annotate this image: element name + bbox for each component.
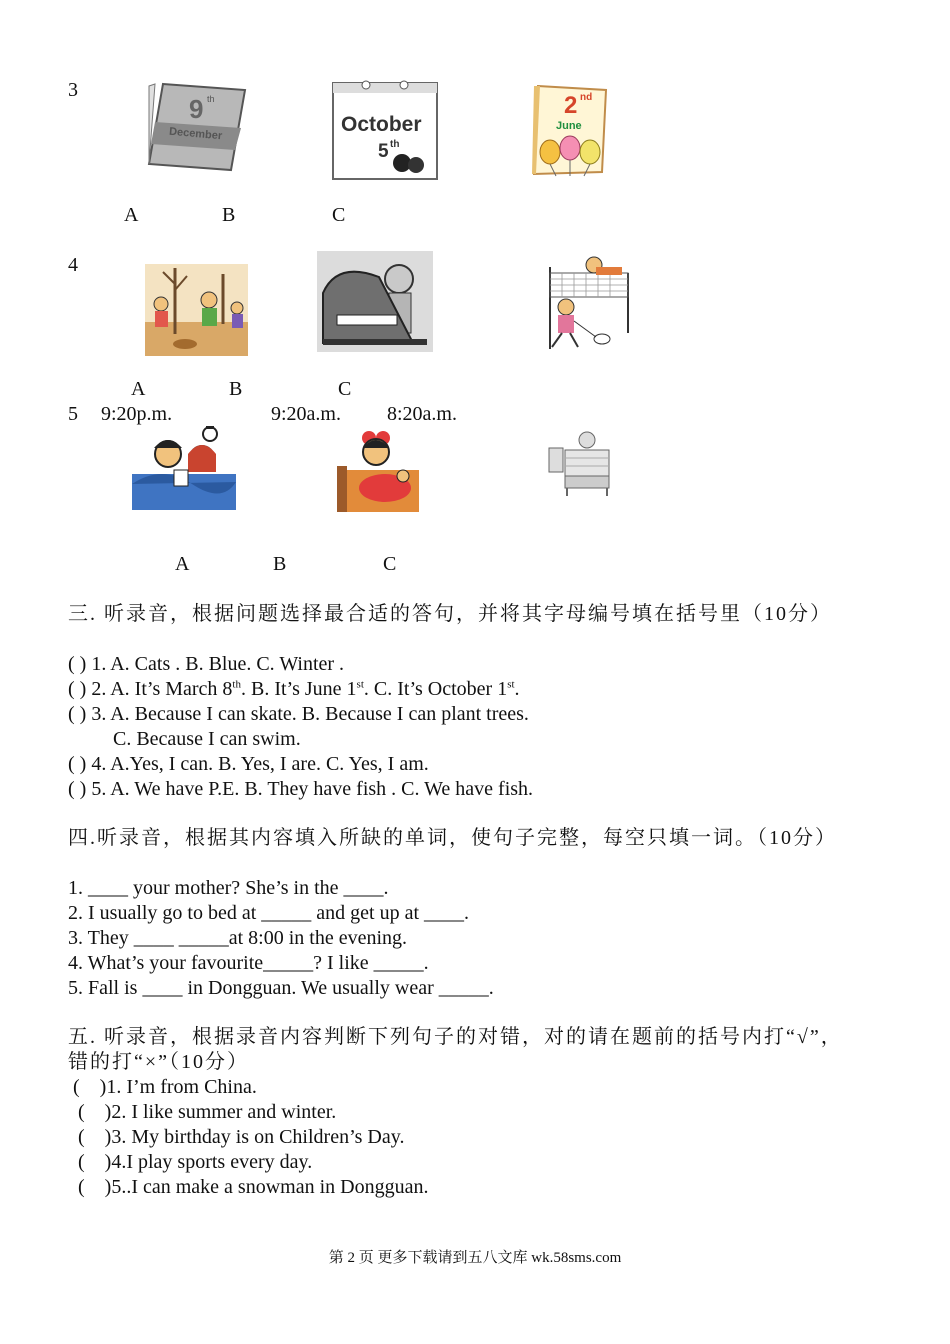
q3-a-month: December — [168, 125, 223, 143]
q4-badminton-image — [536, 253, 632, 352]
q3-c-month: June — [556, 120, 582, 132]
q5-time-2: 9:20a.m. — [271, 403, 341, 425]
q4-label-c: C — [338, 378, 352, 400]
section5-item-2: ( )2. I like summer and winter. — [68, 1101, 337, 1123]
q5-time-3: 8:20a.m. — [387, 403, 457, 425]
q3-number: 3 — [68, 79, 78, 101]
section4-item-3: 3. They ____ _____at 8:00 in the evening. — [68, 927, 408, 949]
q3-b-month: October — [341, 113, 422, 136]
section5-heading: 五. 听录音，根据录音内容判断下列句子的对错，对的请在题前的括号内打“√”，错的打“×”（10分） — [68, 1026, 843, 1073]
q5-label-b: B — [273, 553, 287, 575]
q3-a-day: 9 — [189, 94, 204, 124]
answer-bracket[interactable]: ( ) — [68, 653, 87, 675]
q3-label-a: A — [124, 204, 139, 226]
q5-label-c: C — [383, 553, 397, 575]
section5-item-1: ( )1. I’m from China. — [68, 1076, 257, 1098]
section3-item-4: ( ) 4. A.Yes, I can. B. Yes, I are. C. Yes, I am. — [68, 753, 429, 775]
section5-item-3: ( )3. My birthday is on Children’s Day. — [68, 1126, 405, 1148]
q3-calendar-a-image — [145, 80, 247, 172]
morning-illustration — [333, 426, 431, 512]
q3-calendar-c-image — [532, 82, 610, 178]
section4-item-5: 5. Fall is ____ in Dongguan. We usually wear _____. — [68, 977, 494, 999]
bedtime-illustration — [132, 424, 236, 510]
section3-heading: 三. 听录音，根据问题选择最合适的答句，并将其字母编号填在括号里（10分） — [68, 603, 832, 625]
q3-b-day: 5 — [378, 141, 389, 162]
q4-planting-trees-image — [145, 264, 248, 356]
section3-item-3-option-c: C. Because I can swim. — [113, 728, 301, 750]
q3-b-suffix: th — [390, 139, 400, 150]
q5-morning-image — [333, 426, 431, 512]
section4-item-1: 1. ____ your mother? She’s in the ____. — [68, 877, 389, 899]
playing-piano-illustration — [317, 251, 433, 352]
section3-item-5: ( ) 5. A. We have P.E. B. They have fish . C. We have fish. — [68, 778, 534, 800]
section4-heading: 四.听录音，根据其内容填入所缺的单词，使句子完整，每空只填一词。（10分） — [68, 827, 837, 849]
q3-c-suffix: nd — [580, 92, 593, 103]
answer-bracket[interactable]: ( ) — [68, 778, 87, 800]
q5-number: 5 — [68, 403, 78, 425]
q3-c-day: 2 — [564, 92, 578, 119]
q4-label-a: A — [131, 378, 146, 400]
q5-bed-image — [547, 428, 611, 498]
page-footer: 第 2 页 更多下载请到五八文库 wk.58sms.com — [328, 1250, 622, 1266]
section5-item-5: ( )5..I can make a snowman in Dongguan. — [68, 1176, 429, 1198]
q4-label-b: B — [229, 378, 243, 400]
section3-item-3: ( ) 3. A. Because I can skate. B. Because I can plant trees. — [68, 703, 529, 725]
answer-bracket[interactable]: ( ) — [68, 678, 87, 700]
q5-bedtime-image — [132, 424, 236, 510]
q4-number: 4 — [68, 254, 78, 276]
answer-bracket[interactable]: ( ) — [68, 703, 87, 725]
section3-item-2: ( ) 2. A. It’s March 8th. B. It’s June 1st. C. It’s October 1st. — [68, 678, 520, 700]
q5-label-a: A — [175, 553, 190, 575]
planting-trees-illustration — [145, 264, 248, 356]
q3-label-b: B — [222, 204, 236, 226]
section4-item-2: 2. I usually go to bed at _____ and get up at ____. — [68, 902, 470, 924]
playing-badminton-illustration — [536, 253, 632, 352]
bed-illustration — [547, 428, 611, 498]
q4-piano-image — [317, 251, 433, 352]
section3-item-1: ( ) 1. A. Cats . B. Blue. C. Winter . — [68, 653, 345, 675]
answer-bracket[interactable]: ( ) — [68, 753, 87, 775]
section5-item-4: ( )4.I play sports every day. — [68, 1151, 313, 1173]
q5-time-1: 9:20p.m. — [101, 403, 173, 425]
q3-label-c: C — [332, 204, 346, 226]
q3-a-suffix: th — [207, 94, 215, 104]
section4-item-4: 4. What’s your favourite_____? I like _____. — [68, 952, 429, 974]
q3-calendar-b-image — [332, 79, 438, 181]
